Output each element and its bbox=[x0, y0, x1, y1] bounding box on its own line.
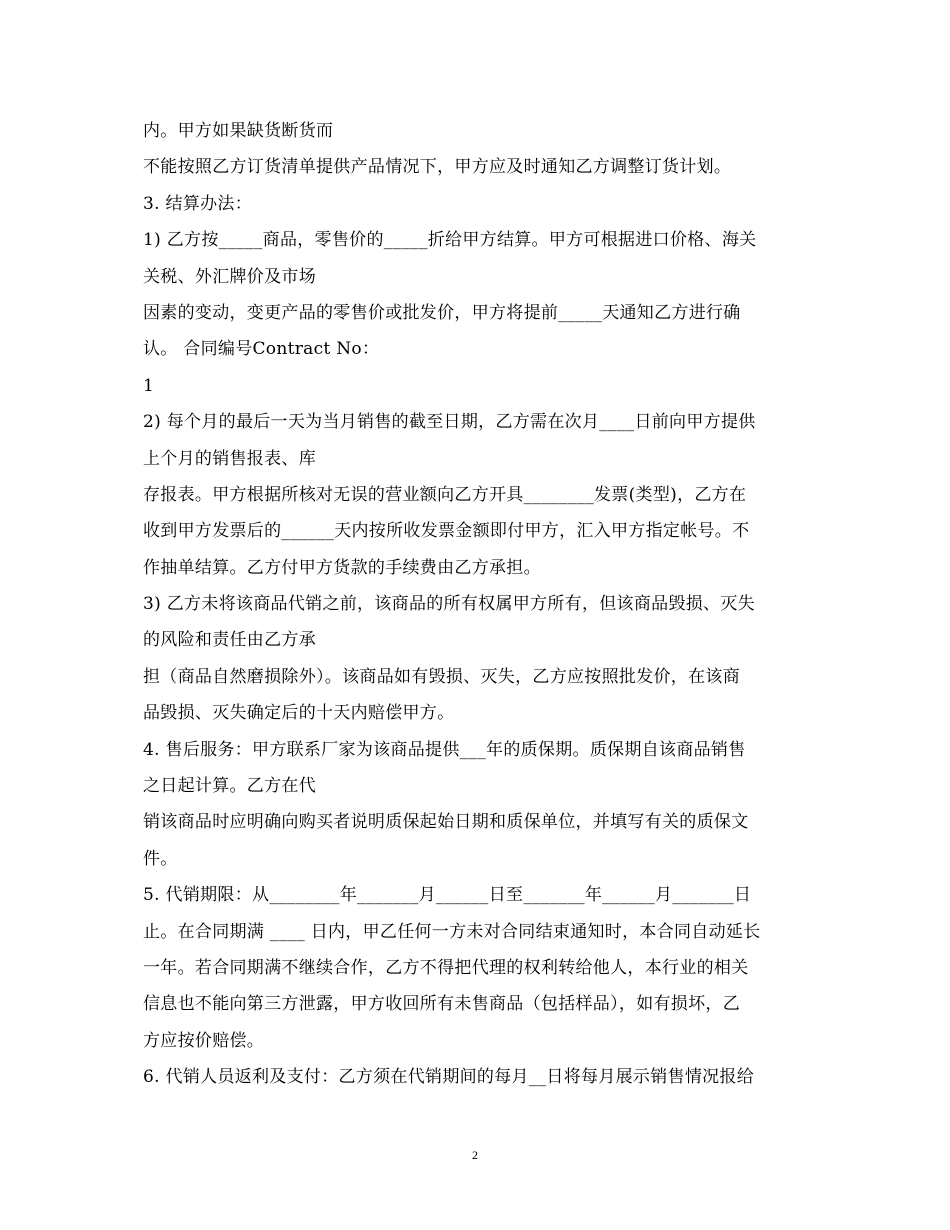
text-line: 之日起计算。乙方在代 bbox=[143, 776, 316, 797]
text-line: 的风险和责任由乙方承 bbox=[143, 630, 316, 651]
text-line: 1) 乙方按_____商品，零售价的_____折给甲方结算。甲方可根据进口价格、海关 bbox=[143, 230, 757, 251]
text-line: 担（商品自然磨损除外）。该商品如有毁损、灭失，乙方应按照批发价，在该商 bbox=[143, 666, 740, 687]
text-line: 收到甲方发票后的______天内按所收发票金额即付甲方，汇入甲方指定帐号。不 bbox=[143, 521, 750, 542]
text-line: 因素的变动，变更产品的零售价或批发价，甲方将提前_____天通知乙方进行确 bbox=[143, 302, 741, 323]
text-line: 一年。若合同期满不继续合作，乙方不得把代理的权利转给他人，本行业的相关 bbox=[143, 957, 749, 978]
text-line: 存报表。甲方根据所核对无误的营业额向乙方开具________发票(类型)，乙方在 bbox=[143, 484, 747, 505]
text-line: 止。在合同期满 ____ 日内，甲乙任何一方未对合同结束通知时，本合同自动延长 bbox=[143, 921, 761, 942]
text-line: 上个月的销售报表、库 bbox=[143, 448, 316, 469]
text-line: 认。 合同编号Contract No： bbox=[143, 339, 380, 360]
text-line: 2) 每个月的最后一天为当月销售的截至日期，乙方需在次月____日前向甲方提供 bbox=[143, 412, 756, 433]
text-line: 方应按价赔偿。 bbox=[143, 1030, 265, 1051]
contract-body-text bbox=[143, 113, 813, 1096]
text-line: 信息也不能向第三方泄露，甲方收回所有未售商品（包括样品），如有损坏，乙 bbox=[143, 994, 740, 1015]
text-line: 内。甲方如果缺货断货而 bbox=[143, 121, 334, 141]
page-number: 2 bbox=[472, 1148, 478, 1162]
text-line: 作抽单结算。乙方付甲方货款的手续费由乙方承担。 bbox=[143, 557, 541, 578]
text-line: 件。 bbox=[143, 848, 178, 869]
text-line: 1 bbox=[143, 375, 155, 396]
section-heading-settlement: 3. 结算办法： bbox=[143, 193, 253, 214]
text-line: 品毁损、灭失确定后的十天内赔偿甲方。 bbox=[143, 703, 455, 724]
text-line: 3) 乙方未将该商品代销之前，该商品的所有权属甲方所有，但该商品毁损、灭失 bbox=[143, 594, 755, 615]
text-line: 销该商品时应明确向购买者说明质保起始日期和质保单位，并填写有关的质保文 bbox=[143, 812, 749, 833]
section-heading-term: 5. 代销期限：从________年_______月______日至_______年______月_______日 bbox=[143, 885, 752, 906]
section-heading-rebate: 6. 代销人员返利及支付：乙方须在代销期间的每月__日将每月展示销售情况报给 bbox=[143, 1067, 755, 1088]
section-heading-after-sales: 4. 售后服务：甲方联系厂家为该商品提供___年的质保期。质保期自该商品销售 bbox=[143, 739, 746, 760]
text-line: 不能按照乙方订货清单提供产品情况下，甲方应及时通知乙方调整订货计划。 bbox=[143, 157, 732, 178]
text-line: 关税、外汇牌价及市场 bbox=[143, 266, 316, 287]
